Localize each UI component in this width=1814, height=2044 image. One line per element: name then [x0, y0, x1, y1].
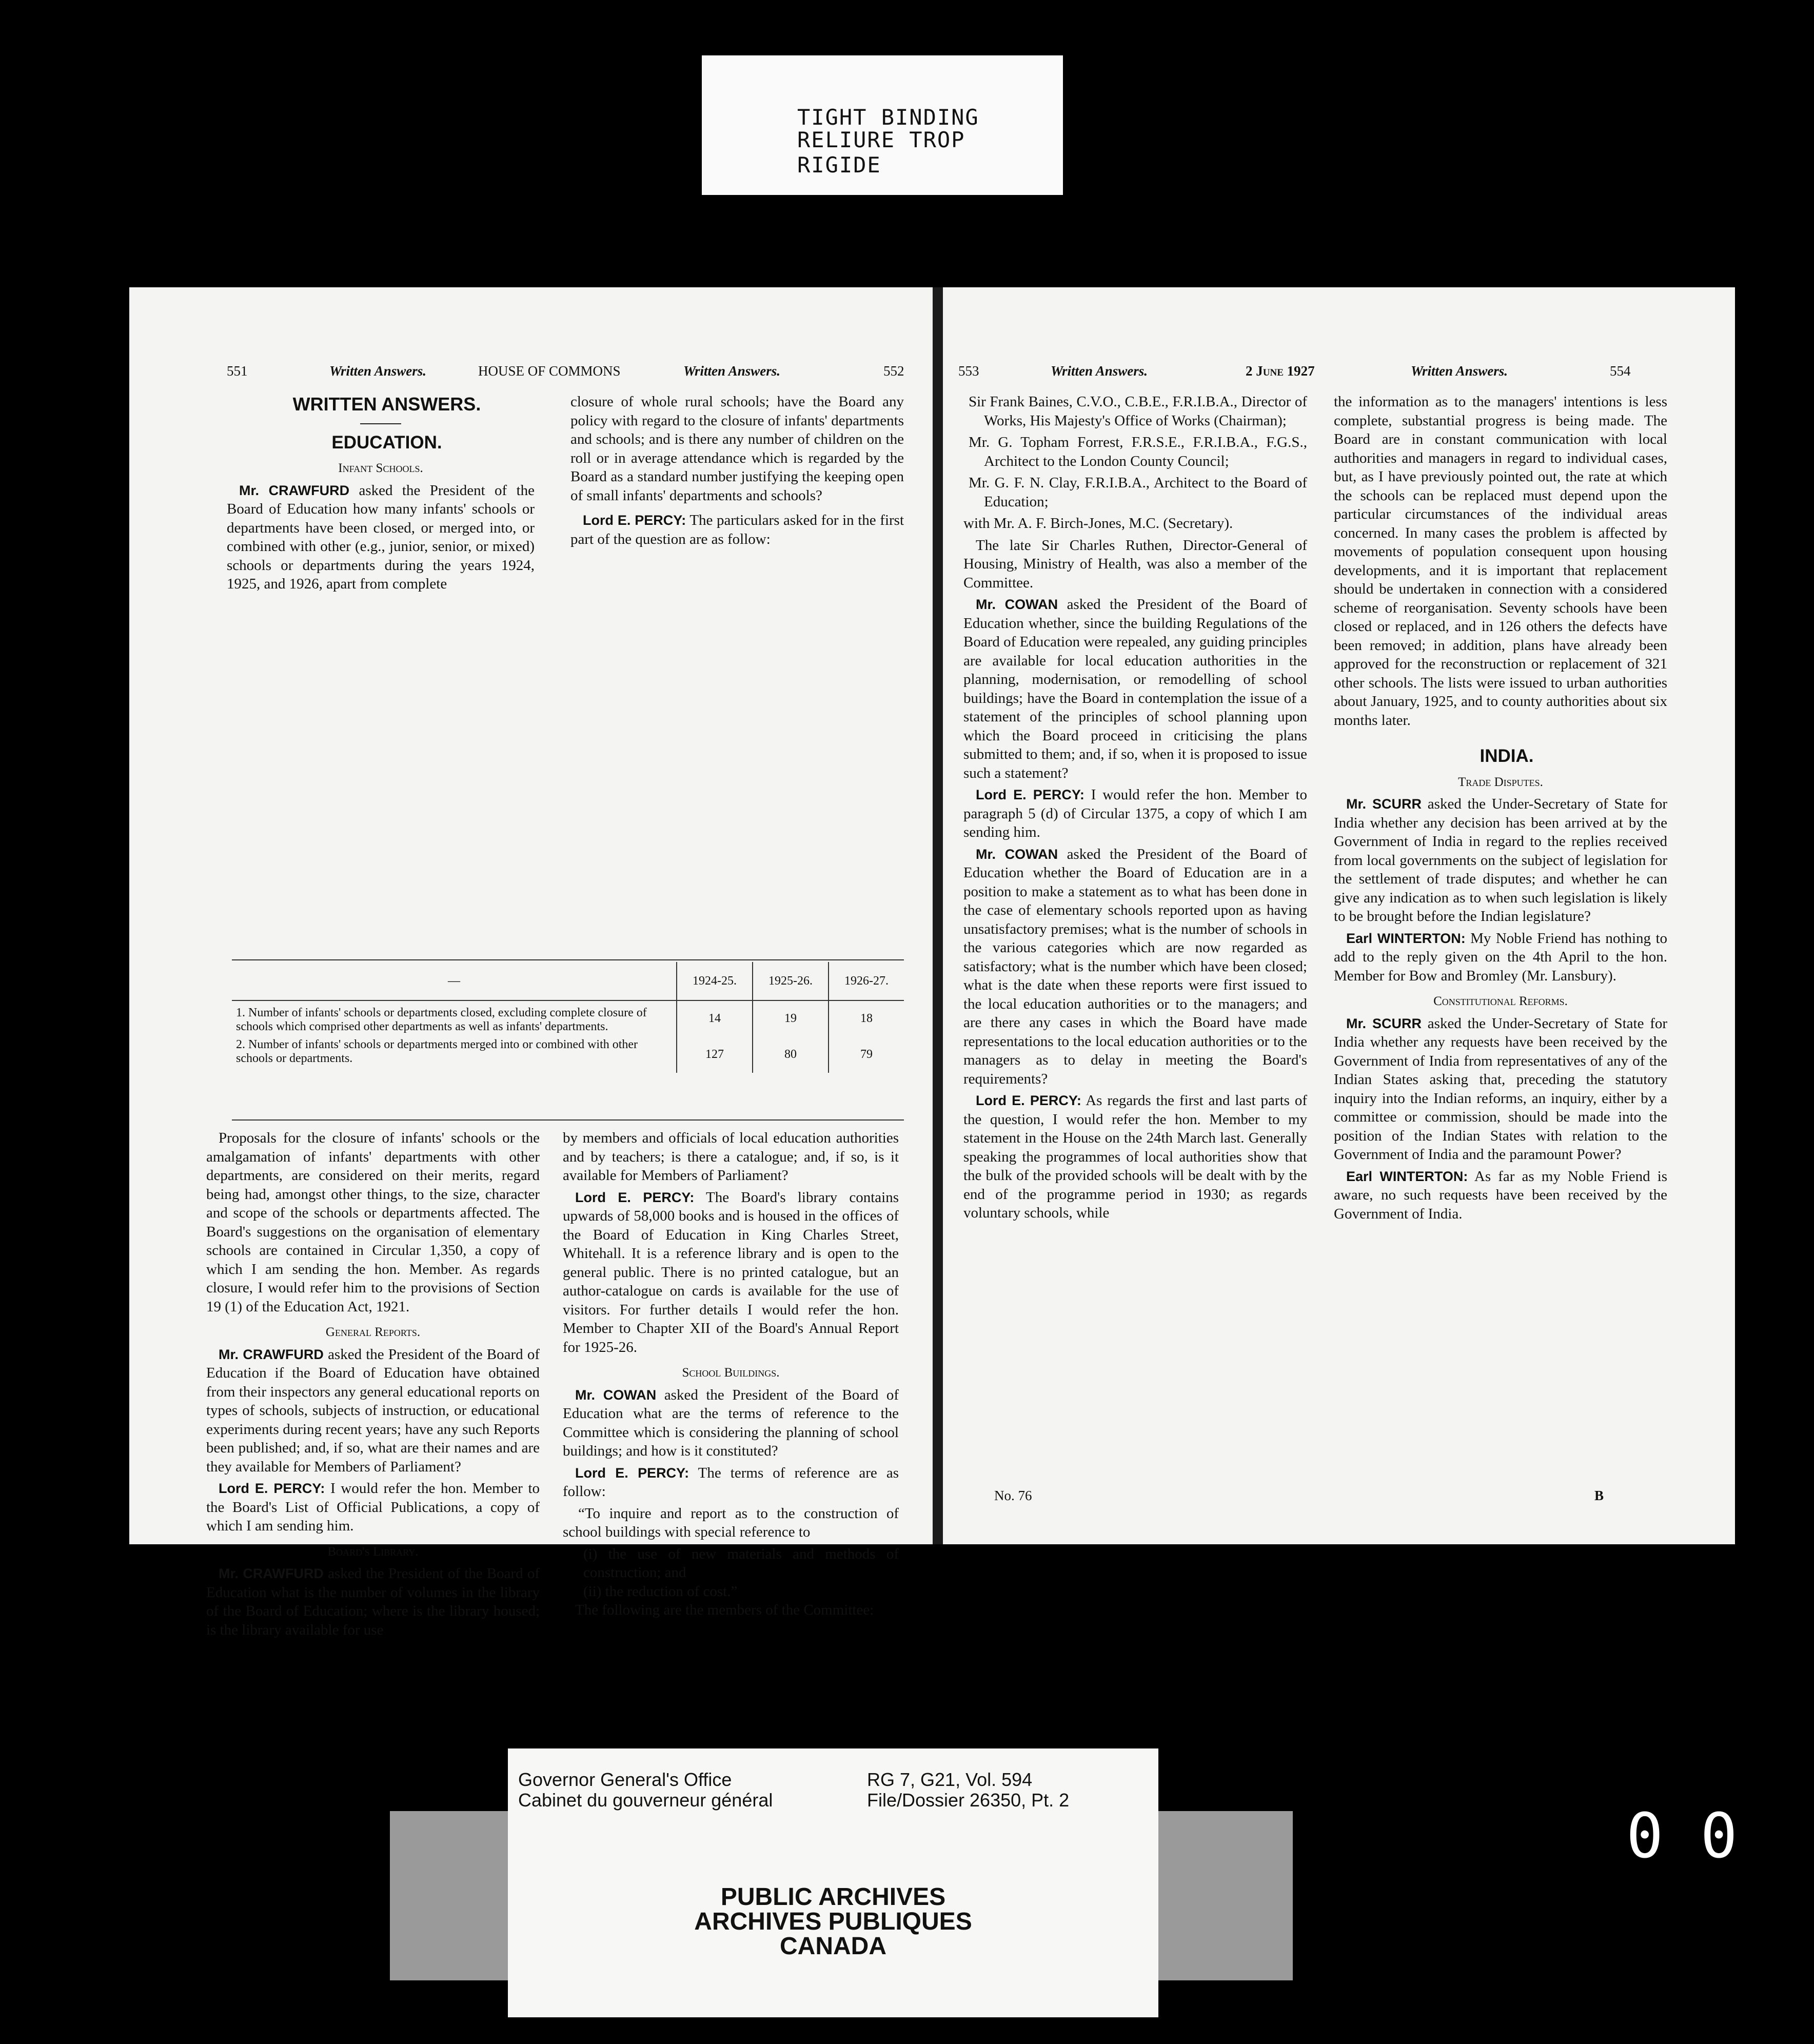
table-header-1926: 1926-27.	[829, 962, 904, 1000]
table-cell: 19	[753, 1000, 829, 1036]
tight-binding-label	[702, 55, 1063, 195]
title-rule	[360, 423, 401, 424]
table-header-1924: 1924-25.	[677, 962, 753, 1000]
left-column-1	[227, 395, 535, 597]
running-head-left: Written Answers.	[329, 363, 427, 379]
public-archives-en: PUBLIC ARCHIVES	[720, 1883, 946, 1911]
member-baines: Sir Frank Baines, C.V.O., C.B.E., F.R.I.B.A., Director of Works, His Majesty's Office of Works (Chairman);	[969, 394, 1307, 429]
table-header-row	[232, 962, 904, 1000]
terms-item-2: (ii) the reduction of cost.”	[583, 1583, 738, 1600]
member-clay: Mr. G. F. N. Clay, F.R.I.B.A., Architect to the Board of Education;	[969, 475, 1307, 510]
terms-quote: “To inquire and report as to the construction of school buildings with special reference to	[563, 1505, 899, 1540]
date-heading: 2 June 1927	[1246, 363, 1315, 379]
table-cell: 18	[829, 1000, 904, 1036]
table-row	[232, 1000, 904, 1036]
education-title: EDUCATION.	[331, 432, 442, 453]
table-row-label: 2. Number of infants' schools or departments merged into or combined with other schools or departments.	[236, 1038, 638, 1065]
subheading-trade-disputes: Trade Disputes.	[1458, 775, 1543, 789]
public-archives-fr: ARCHIVES PUBLIQUES	[694, 1908, 972, 1935]
office-name-en: Governor General's Office	[518, 1769, 732, 1790]
right-page	[943, 287, 1735, 1544]
members-intro: The following are the members of the Committee:	[575, 1602, 874, 1618]
answer-winterton-2: Earl WINTERTON: As far as my Noble Friend is aware, no such requests have been received by the Government of India.	[1334, 1168, 1668, 1222]
written-answers-title: WRITTEN ANSWERS.	[292, 394, 481, 415]
left-column-4	[563, 1129, 899, 1623]
page-number-552: 552	[883, 363, 904, 379]
question-crawfurd-3: Mr. CRAWFURD asked the President of the Board of Education what is the number of volumes in the library of the Board of Education; where is the library housed; is the library available for use	[206, 1565, 540, 1638]
film-tab-right	[1144, 1811, 1293, 1980]
late-member-note: The late Sir Charles Ruthen, Director-General of Housing, Ministry of Health, was also a member of the Committee.	[963, 537, 1307, 591]
answer-percy-5: Lord E. PERCY: I would refer the hon. Member to paragraph 5 (d) of Circular 1375, a copy of which I am sending him.	[963, 787, 1308, 840]
book-spine	[933, 287, 943, 1544]
member-birch-jones: with Mr. A. F. Birch-Jones, M.C. (Secretary).	[963, 515, 1233, 532]
page-number-551: 551	[227, 363, 248, 379]
right-column-1	[963, 392, 1307, 1226]
page-number-553: 553	[958, 363, 979, 379]
table-header-1925: 1925-26.	[753, 962, 829, 1000]
answer-percy-1-cont: Proposals for the closure of infants' schools or the amalgamation of infants' departments with other departments, are considered on their merits, regard being had, amongst other things, to the size, character and scope of the schools or departments affected. The Board's suggestions on the organisation of elementary schools are contained in Circular 1,350, a copy of which I am sending the hon. Member. As regards closure, I would refer him to the provisions of Section 19 (1) of the Education Act, 1921.	[206, 1130, 540, 1315]
table-cell: 79	[829, 1036, 904, 1073]
page-number-554: 554	[1610, 363, 1631, 379]
film-tab-left	[390, 1811, 523, 1980]
subheading-general-reports: General Reports.	[325, 1325, 421, 1339]
house-of-commons-heading: HOUSE OF COMMONS	[478, 363, 621, 379]
running-head-right: Written Answers.	[1411, 363, 1508, 379]
answer-winterton-1: Earl WINTERTON: My Noble Friend has nothing to add to the reply given on the 4th April to the hon. Member for Bow and Bromley (Mr. Lansbury).	[1334, 930, 1668, 984]
table-cell: 127	[677, 1036, 753, 1073]
question-crawfurd-2: Mr. CRAWFURD asked the President of the Board of Education if the Board of Education have obtained from their inspectors any general educational reports on types of schools, subjects of instruction, or educational experiments during recent years; have any such Reports been published; and, if so, what are their names and are they available for Members of Parliament?	[206, 1346, 540, 1475]
answer-percy-3: Lord E. PERCY: The Board's library contains upwards of 58,000 books and is housed in the offices of the Board of Education in King Charles Street, Whitehall. It is a reference library and is open to the general public. There is no printed catalogue, but an author-catalogue on cards is available for the use of visitors. For further details I would refer the hon. Member to Chapter XII of the Board's Annual Report for 1925-26.	[563, 1189, 899, 1355]
question-cowan-2: Mr. COWAN asked the President of the Board of Education whether, since the building Regulations of the Board of Education were repealed, any guiding principles are available for local education authorities in the planning, modernisation, or remodelling of school buildings; have the Board in contemplation the issue of a statement of the principles of school planning upon which the Board proceed in criticising the plans submitted to them; and, if so, when it is proposed to issue such a statement?	[963, 596, 1307, 781]
question-crawfurd-1-cont: closure of whole rural schools; have the Board any policy with regard to the closure of infants' departments and schools; and is there any number of children on the roll or in average attendance which is regarded by the Board as a standard number justifying the keeping open of small infants' departments and schools?	[570, 394, 904, 504]
table-bottom-rule	[232, 1119, 904, 1121]
office-name-fr: Cabinet du gouverneur général	[518, 1790, 773, 1811]
frame-number: 0 0	[1626, 1801, 1738, 1872]
right-column-2	[1334, 392, 1667, 1226]
record-group-ref: RG 7, G21, Vol. 594	[867, 1769, 1033, 1790]
question-cowan-3: Mr. COWAN asked the President of the Board of Education whether the Board of Education are in a position to make a statement as to what has been done in the case of elementary schools reported upon as having unsatisfactory premises; what is the number of schools in the various categories which are now regarded as satisfactory; what is the number which have been closed; what is the date when these reports were first issued to the local education authorities or to the managers; and are there any cases in which the Board have made representations to the local education authorities or to the managers as to delay in meeting the Board's requirements?	[963, 846, 1307, 1087]
signature-mark: B	[1594, 1488, 1604, 1503]
subheading-boards-library: Board's Library.	[327, 1544, 419, 1559]
table-header-label: —	[232, 962, 677, 1000]
question-crawfurd-3-cont: by members and officials of local education authorities and by teachers; is there a catalogue; and, if so, is it available for Members of Parliament?	[563, 1130, 899, 1184]
table-cell: 80	[753, 1036, 829, 1073]
archive-stamp	[508, 1748, 1158, 2017]
table-cell: 14	[677, 1000, 753, 1036]
subheading-school-buildings: School Buildings.	[682, 1366, 780, 1380]
left-column-2	[570, 392, 904, 552]
india-title: INDIA.	[1480, 746, 1534, 766]
answer-percy-4: Lord E. PERCY: The terms of reference are as follow:	[563, 1464, 899, 1500]
left-column-3	[206, 1129, 540, 1642]
answer-percy-6: Lord E. PERCY: As regards the first and last parts of the question, I would refer the hon. Member to my statement in the House on the 24th March last. Generally speaking the programmes of local authorities show that the bulk of the provided schools will be dealt with by the end of the programme period in 1930; as regards voluntary schools, while	[963, 1092, 1308, 1221]
public-archives-canada: CANADA	[780, 1933, 886, 1960]
binding-label-line2: RELIURE TROP RIGIDE	[797, 127, 965, 178]
question-scurr-1: Mr. SCURR asked the Under-Secretary of State for India whether any decision has been arrived at by the Government of India in regard to the replies received from local governments on the subject of legislation for the settlement of trade disputes; and whether he can give any indication as to when such legislation is likely to be brought before the Indian legislature?	[1334, 796, 1668, 925]
answer-percy-6-cont: the information as to the managers' intentions is less complete, substantial progress is being made. The Board are in constant communication with local authorities and managers in regard to individual cases, but, as I have previously pointed out, the rate at which the schools can be replaced must depend upon the particular circumstances of the individual areas concerned. In many cases the problem is affected by movements of population consequent upon housing developments, and it is important that replacement should be undertaken in connection with a considered scheme of reorganisation. Seventy schools have been closed or replaced, and in 126 others the defects have been removed; in addition, plans have already been approved for the reconstruction or replacement of 321 other schools. The lists were issued to urban authorities about January, 1925, and to county authorities about six months later.	[1334, 394, 1667, 729]
file-dossier-ref: File/Dossier 26350, Pt. 2	[867, 1790, 1070, 1811]
question-crawfurd-1: Mr. CRAWFURD asked the President of the Board of Education how many infants' schools or departments have been closed, or merged into, or combined with other (e.g., junior, senior, or mixed) schools or departments during the years 1924, 1925, and 1926, apart from complete	[227, 482, 535, 592]
subheading-infant-schools: Infant Schools.	[338, 461, 423, 475]
table-row-label: 1. Number of infants' schools or departments closed, excluding complete closure of schools which comprised other departments as well as infants' departments.	[236, 1006, 647, 1033]
running-head-left: Written Answers.	[1051, 363, 1148, 379]
answer-percy-2: Lord E. PERCY: I would refer the hon. Member to the Board's List of Official Publications, a copy of which I am sending him.	[206, 1480, 540, 1534]
running-head-right: Written Answers.	[683, 363, 781, 379]
table-top-rule	[232, 959, 904, 960]
terms-item-1: (i) the use of new materials and methods of construction; and	[583, 1545, 899, 1581]
binding-label-line1: TIGHT BINDING	[797, 105, 979, 130]
question-cowan-1: Mr. COWAN asked the President of the Board of Education what are the terms of reference to the Committee which is considering the planning of school buildings; and how is it constituted?	[563, 1386, 899, 1459]
page-footer-number: No. 76	[994, 1488, 1032, 1503]
question-scurr-2: Mr. SCURR asked the Under-Secretary of State for India whether any requests have been received by the Government of India from representatives of any of the Indian States asking that, preceding the statutory inquiry into the Indian reforms, an inquiry, either by a committee or commission, should be made into the position of the Indian States with relation to the Government of India and the paramount Power?	[1334, 1015, 1668, 1163]
member-forrest: Mr. G. Topham Forrest, F.R.S.E., F.R.I.B.A., F.G.S., Architect to the London County Council;	[969, 434, 1307, 469]
left-page	[129, 287, 933, 1638]
subheading-constitutional-reforms: Constitutional Reforms.	[1433, 994, 1568, 1008]
infant-schools-table	[232, 962, 904, 1073]
table-row	[232, 1036, 904, 1073]
answer-percy-1: Lord E. PERCY: The particulars asked for in the first part of the question are as follow:	[570, 512, 904, 547]
